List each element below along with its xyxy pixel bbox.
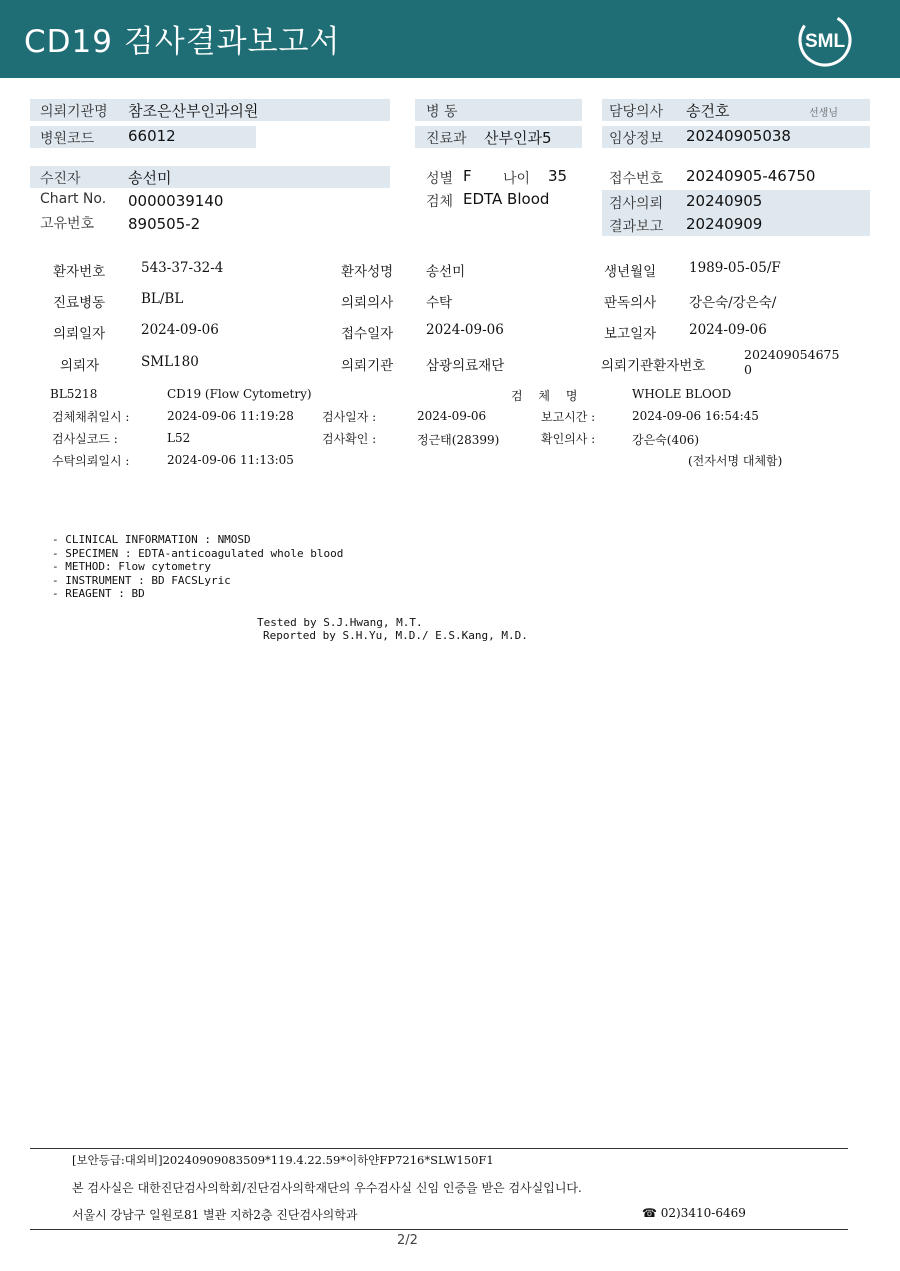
reqdate-value: 2024-09-06 — [141, 322, 219, 338]
patient-value: 송선미 — [128, 169, 172, 187]
instpid-value-2: 0 — [744, 362, 752, 377]
reporttime-label: 보고시간 : — [541, 410, 596, 424]
report-label: 결과보고 — [609, 219, 664, 235]
reqinst-label: 의뢰기관 — [341, 358, 394, 374]
clinical-value: 20240905038 — [686, 127, 791, 145]
doctor-value: 송건호 — [686, 102, 730, 120]
testdate-value: 2024-09-06 — [417, 409, 487, 423]
readdoc-value: 강은숙/강은숙/ — [689, 295, 777, 311]
tested-by: Tested by S.J.Hwang, M.T. — [257, 616, 423, 629]
sex-value: F — [463, 167, 472, 185]
clinical-info-line: - METHOD: Flow cytometry — [52, 560, 211, 573]
reporttime-value: 2024-09-06 16:54:45 — [632, 409, 759, 423]
labcode-value: L52 — [167, 431, 191, 445]
hospital-code-value: 66012 — [128, 127, 176, 145]
receipt-label: 접수번호 — [609, 171, 664, 187]
repdate-label: 보고일자 — [604, 326, 657, 342]
recdate-value: 2024-09-06 — [426, 322, 504, 338]
name-value: 송선미 — [426, 264, 466, 280]
test-name: CD19 (Flow Cytometry) — [167, 387, 312, 401]
test-code: BL5218 — [50, 387, 98, 401]
outsource-label: 수탁의뢰일시 : — [52, 454, 130, 468]
patient-box — [30, 166, 390, 188]
name-label: 환자성명 — [341, 264, 394, 280]
reqdoc-label: 의뢰의사 — [341, 295, 394, 311]
collect-label: 검체채취일시 : — [52, 410, 130, 424]
instpid-value-1: 202409054675 — [744, 347, 840, 362]
confirm-label: 검사확인 : — [322, 432, 377, 446]
instpid-label: 의뢰기관환자번호 — [601, 358, 706, 374]
confirmdoc-value: 강은숙(406) — [632, 433, 700, 447]
receipt-value: 20240905-46750 — [686, 167, 816, 185]
clinical-info-line: - CLINICAL INFORMATION : NMOSD — [52, 533, 251, 546]
ward-label: 병 동 — [426, 104, 458, 120]
clinical-info-line: - INSTRUMENT : BD FACSLyric — [52, 573, 231, 587]
footer-top-rule — [30, 1148, 848, 1149]
phone-icon: ☎ — [642, 1206, 657, 1220]
certification-line: 본 검사실은 대한진단검사의학회/진단검사의학재단의 우수검사실 신임 인증을 받은 검사실입니다. — [72, 1181, 582, 1195]
requester-label: 의뢰자 — [60, 358, 100, 374]
repdate-value: 2024-09-06 — [689, 322, 767, 338]
institution-label: 의뢰기관명 — [40, 104, 108, 120]
requester-value: SML180 — [141, 354, 199, 370]
footer-bottom-rule — [30, 1229, 848, 1230]
clinical-info-line: - SPECIMEN : EDTA-anticoagulated whole blood — [52, 546, 344, 560]
phone-line — [642, 1206, 746, 1220]
report-title: CD19 검사결과보고서 — [24, 24, 341, 60]
doctor-suffix: 선생님 — [809, 108, 838, 119]
age-value: 35 — [548, 167, 568, 185]
institution-value: 참조은산부인과의원 — [128, 102, 259, 120]
pid-label: 환자번호 — [53, 264, 106, 280]
sml-logo — [796, 11, 854, 69]
age-label: 나이 — [503, 171, 531, 187]
pid-value: 543-37-32-4 — [141, 260, 224, 276]
page-number: 2/2 — [397, 1233, 418, 1248]
id-label: 고유번호 — [40, 216, 95, 232]
id-value: 890505-2 — [128, 215, 201, 233]
clinical-info-line: - REAGENT : BD — [52, 587, 145, 600]
reqdoc-value: 수탁 — [426, 295, 453, 311]
confirmdoc-label: 확인의사 : — [541, 432, 596, 446]
test-specimen-label: 검 체 명 — [511, 389, 584, 403]
hospital-code-label: 병원코드 — [40, 131, 95, 147]
testdate-label: 검사일자 : — [322, 410, 377, 424]
doctor-label: 담당의사 — [609, 104, 664, 120]
esign-note: (전자서명 대체함) — [688, 454, 783, 468]
chart-value: 0000039140 — [128, 192, 224, 210]
request-value: 20240905 — [686, 192, 763, 210]
confirm-value: 정근태(28399) — [417, 433, 500, 447]
outsource-value: 2024-09-06 11:13:05 — [167, 453, 294, 467]
logo-text: SML — [804, 31, 846, 52]
chart-label: Chart No. — [40, 191, 107, 207]
dob-value: 1989-05-05/F — [689, 260, 781, 276]
security-line: [보안등급:대외비]20240909083509*119.4.22.59*이하얀FP7216*SLW150F1 — [72, 1153, 494, 1167]
readdoc-label: 판독의사 — [604, 295, 657, 311]
collect-value: 2024-09-06 11:19:28 — [167, 409, 294, 423]
address-line: 서울시 강남구 일원로81 별관 지하2층 진단검사의학과 — [72, 1208, 358, 1222]
dob-label: 생년월일 — [604, 264, 657, 280]
phone-number: 02)3410-6469 — [660, 1206, 746, 1220]
patient-label: 수진자 — [40, 171, 81, 187]
report-header — [0, 0, 900, 78]
dept-value: 산부인과5 — [484, 129, 552, 147]
reqdate-label: 의뢰일자 — [53, 326, 106, 342]
specimen-label: 검체 — [426, 194, 454, 210]
pward-label: 진료병동 — [53, 295, 106, 311]
sex-label: 성별 — [426, 171, 454, 187]
clinical-label: 임상정보 — [609, 131, 664, 147]
request-label: 검사의뢰 — [609, 196, 664, 212]
pward-value: BL/BL — [141, 291, 184, 307]
test-specimen-value: WHOLE BLOOD — [632, 387, 732, 401]
report-value: 20240909 — [686, 215, 763, 233]
reqinst-value: 삼광의료재단 — [426, 358, 505, 374]
recdate-label: 접수일자 — [341, 326, 394, 342]
dept-label: 진료과 — [426, 131, 467, 147]
labcode-label: 검사실코드 : — [52, 432, 118, 446]
specimen-value: EDTA Blood — [463, 190, 550, 208]
reported-by: Reported by S.H.Yu, M.D./ E.S.Kang, M.D. — [263, 629, 528, 642]
